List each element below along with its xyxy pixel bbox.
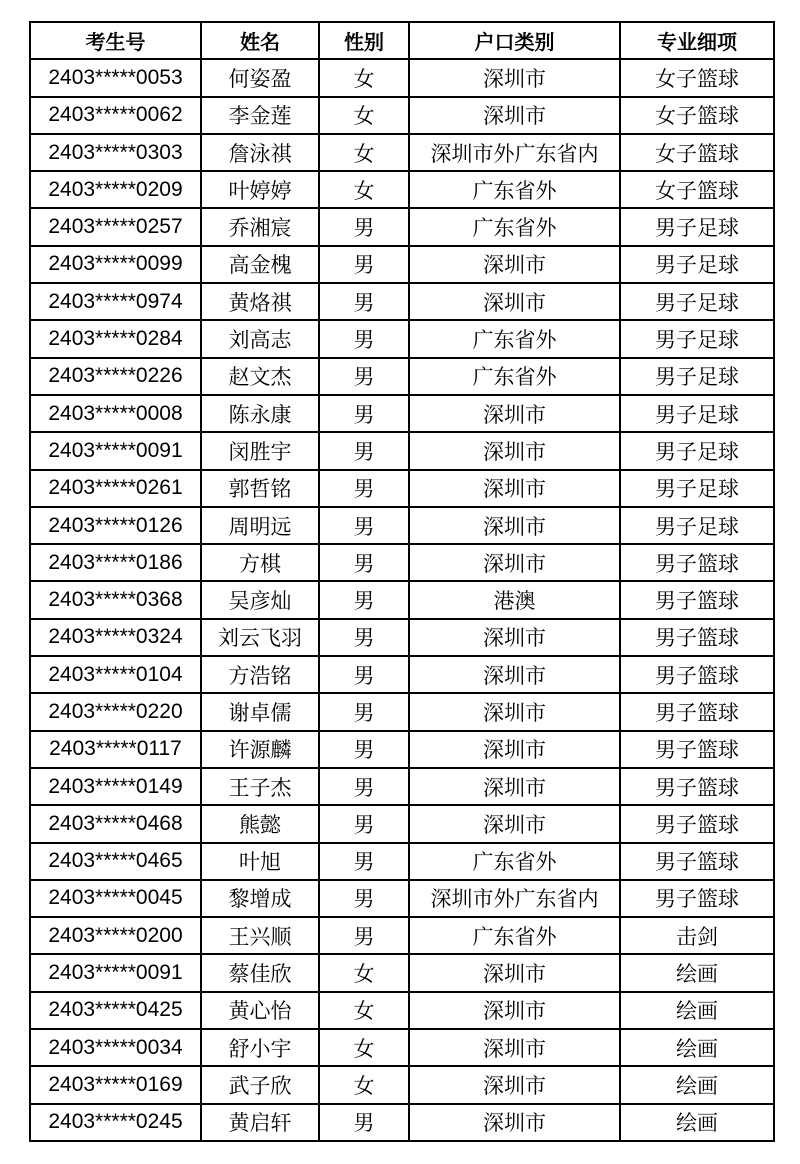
header-gender: 性别: [319, 22, 409, 59]
name-cell: 王子杰: [201, 768, 319, 805]
specialty-cell: 男子篮球: [620, 880, 774, 917]
specialty-cell: 绘画: [620, 954, 774, 991]
candidate-id-cell: 2403*****0200: [30, 917, 201, 954]
household-type-cell: 深圳市: [409, 693, 620, 730]
household-type-cell: 广东省外: [409, 171, 620, 208]
specialty-cell: 男子足球: [620, 395, 774, 432]
table-row: [30, 1066, 774, 1103]
candidate-id-cell: 2403*****0974: [30, 283, 201, 320]
gender-cell: 女: [319, 992, 409, 1029]
name-cell: 李金莲: [201, 97, 319, 134]
name-cell: 乔湘宸: [201, 208, 319, 245]
gender-cell: 男: [319, 283, 409, 320]
household-type-cell: 广东省外: [409, 320, 620, 357]
candidate-id-cell: 2403*****0104: [30, 656, 201, 693]
table-row: [30, 619, 774, 656]
household-type-cell: 深圳市: [409, 470, 620, 507]
gender-cell: 女: [319, 97, 409, 134]
candidate-id-cell: 2403*****0220: [30, 693, 201, 730]
candidate-id-cell: 2403*****0091: [30, 954, 201, 991]
gender-cell: 男: [319, 917, 409, 954]
name-cell: 许源麟: [201, 731, 319, 768]
candidate-id-cell: 2403*****0324: [30, 619, 201, 656]
household-type-cell: 深圳市外广东省内: [409, 880, 620, 917]
name-cell: 方浩铭: [201, 656, 319, 693]
gender-cell: 男: [319, 656, 409, 693]
table-row: [30, 693, 774, 730]
table-row: [30, 731, 774, 768]
table-row: [30, 1029, 774, 1066]
specialty-cell: 男子足球: [620, 320, 774, 357]
candidate-id-cell: 2403*****0008: [30, 395, 201, 432]
household-type-cell: 深圳市: [409, 1066, 620, 1103]
candidate-id-cell: 2403*****0261: [30, 470, 201, 507]
specialty-cell: 男子篮球: [620, 544, 774, 581]
candidate-id-cell: 2403*****0368: [30, 581, 201, 618]
table-row: [30, 768, 774, 805]
candidate-id-cell: 2403*****0186: [30, 544, 201, 581]
table-row: [30, 59, 774, 96]
candidate-id-cell: 2403*****0034: [30, 1029, 201, 1066]
specialty-cell: 男子足球: [620, 283, 774, 320]
table-row: [30, 656, 774, 693]
header-household-type: 户口类别: [409, 22, 620, 59]
name-cell: 武子欣: [201, 1066, 319, 1103]
name-cell: 刘云飞羽: [201, 619, 319, 656]
gender-cell: 男: [319, 507, 409, 544]
candidate-id-cell: 2403*****0169: [30, 1066, 201, 1103]
household-type-cell: 广东省外: [409, 843, 620, 880]
household-type-cell: 深圳市: [409, 432, 620, 469]
household-type-cell: 深圳市: [409, 395, 620, 432]
gender-cell: 男: [319, 544, 409, 581]
household-type-cell: 深圳市: [409, 246, 620, 283]
gender-cell: 男: [319, 358, 409, 395]
table-row: [30, 395, 774, 432]
gender-cell: 男: [319, 470, 409, 507]
candidate-id-cell: 2403*****0468: [30, 805, 201, 842]
name-cell: 叶旭: [201, 843, 319, 880]
name-cell: 黄启轩: [201, 1104, 319, 1141]
gender-cell: 男: [319, 619, 409, 656]
header-name: 姓名: [201, 22, 319, 59]
specialty-cell: 女子篮球: [620, 134, 774, 171]
name-cell: 周明远: [201, 507, 319, 544]
name-cell: 赵文杰: [201, 358, 319, 395]
candidate-id-cell: 2403*****0091: [30, 432, 201, 469]
table-row: [30, 544, 774, 581]
household-type-cell: 港澳: [409, 581, 620, 618]
specialty-cell: 绘画: [620, 992, 774, 1029]
household-type-cell: 深圳市外广东省内: [409, 134, 620, 171]
name-cell: 闵胜宇: [201, 432, 319, 469]
candidate-id-cell: 2403*****0257: [30, 208, 201, 245]
household-type-cell: 深圳市: [409, 954, 620, 991]
household-type-cell: 深圳市: [409, 283, 620, 320]
specialty-cell: 男子篮球: [620, 619, 774, 656]
specialty-cell: 男子足球: [620, 470, 774, 507]
name-cell: 熊懿: [201, 805, 319, 842]
table-row: [30, 954, 774, 991]
name-cell: 谢卓儒: [201, 693, 319, 730]
specialty-cell: 女子篮球: [620, 59, 774, 96]
table-row: [30, 208, 774, 245]
candidate-id-cell: 2403*****0062: [30, 97, 201, 134]
household-type-cell: 深圳市: [409, 1029, 620, 1066]
gender-cell: 男: [319, 208, 409, 245]
specialty-cell: 男子足球: [620, 358, 774, 395]
specialty-cell: 男子篮球: [620, 768, 774, 805]
household-type-cell: 深圳市: [409, 544, 620, 581]
header-candidate-id: 考生号: [30, 22, 201, 59]
candidate-id-cell: 2403*****0149: [30, 768, 201, 805]
specialty-cell: 绘画: [620, 1104, 774, 1141]
table-row: [30, 581, 774, 618]
name-cell: 詹泳祺: [201, 134, 319, 171]
gender-cell: 男: [319, 693, 409, 730]
name-cell: 黄烙祺: [201, 283, 319, 320]
name-cell: 何姿盈: [201, 59, 319, 96]
table-row: [30, 880, 774, 917]
table-row: [30, 507, 774, 544]
gender-cell: 男: [319, 320, 409, 357]
household-type-cell: 深圳市: [409, 992, 620, 1029]
household-type-cell: 深圳市: [409, 768, 620, 805]
table-row: [30, 432, 774, 469]
specialty-cell: 男子篮球: [620, 656, 774, 693]
candidate-id-cell: 2403*****0245: [30, 1104, 201, 1141]
header-specialty: 专业细项: [620, 22, 774, 59]
gender-cell: 男: [319, 768, 409, 805]
name-cell: 黄心怡: [201, 992, 319, 1029]
table-row: [30, 283, 774, 320]
specialty-cell: 男子足球: [620, 507, 774, 544]
specialty-cell: 男子足球: [620, 246, 774, 283]
name-cell: 高金槐: [201, 246, 319, 283]
name-cell: 舒小宇: [201, 1029, 319, 1066]
table-row: [30, 843, 774, 880]
candidate-id-cell: 2403*****0099: [30, 246, 201, 283]
candidate-id-cell: 2403*****0425: [30, 992, 201, 1029]
candidate-id-cell: 2403*****0053: [30, 59, 201, 96]
name-cell: 蔡佳欣: [201, 954, 319, 991]
candidate-id-cell: 2403*****0117: [30, 731, 201, 768]
admission-list-table: [29, 21, 775, 1142]
household-type-cell: 深圳市: [409, 1104, 620, 1141]
name-cell: 黎增成: [201, 880, 319, 917]
household-type-cell: 广东省外: [409, 358, 620, 395]
gender-cell: 女: [319, 171, 409, 208]
gender-cell: 男: [319, 805, 409, 842]
specialty-cell: 男子篮球: [620, 805, 774, 842]
candidate-id-cell: 2403*****0303: [30, 134, 201, 171]
name-cell: 叶婷婷: [201, 171, 319, 208]
gender-cell: 女: [319, 1029, 409, 1066]
candidate-id-cell: 2403*****0209: [30, 171, 201, 208]
specialty-cell: 男子足球: [620, 432, 774, 469]
gender-cell: 女: [319, 1066, 409, 1103]
specialty-cell: 男子篮球: [620, 731, 774, 768]
name-cell: 刘高志: [201, 320, 319, 357]
specialty-cell: 绘画: [620, 1066, 774, 1103]
table-header-row: [30, 22, 774, 59]
gender-cell: 男: [319, 246, 409, 283]
candidate-id-cell: 2403*****0226: [30, 358, 201, 395]
candidate-id-cell: 2403*****0465: [30, 843, 201, 880]
table-row: [30, 805, 774, 842]
household-type-cell: 深圳市: [409, 656, 620, 693]
name-cell: 郭哲铭: [201, 470, 319, 507]
gender-cell: 女: [319, 59, 409, 96]
gender-cell: 女: [319, 134, 409, 171]
gender-cell: 男: [319, 731, 409, 768]
table-row: [30, 992, 774, 1029]
gender-cell: 男: [319, 880, 409, 917]
specialty-cell: 男子篮球: [620, 843, 774, 880]
name-cell: 王兴顺: [201, 917, 319, 954]
specialty-cell: 击剑: [620, 917, 774, 954]
table-row: [30, 917, 774, 954]
household-type-cell: 深圳市: [409, 507, 620, 544]
specialty-cell: 女子篮球: [620, 97, 774, 134]
household-type-cell: 广东省外: [409, 208, 620, 245]
table-row: [30, 246, 774, 283]
table-body: [30, 59, 774, 1141]
household-type-cell: 广东省外: [409, 917, 620, 954]
name-cell: 吴彦灿: [201, 581, 319, 618]
candidate-id-cell: 2403*****0284: [30, 320, 201, 357]
candidate-id-cell: 2403*****0126: [30, 507, 201, 544]
candidate-id-cell: 2403*****0045: [30, 880, 201, 917]
household-type-cell: 深圳市: [409, 59, 620, 96]
gender-cell: 男: [319, 1104, 409, 1141]
gender-cell: 女: [319, 954, 409, 991]
gender-cell: 男: [319, 395, 409, 432]
name-cell: 方棋: [201, 544, 319, 581]
specialty-cell: 女子篮球: [620, 171, 774, 208]
specialty-cell: 绘画: [620, 1029, 774, 1066]
table-row: [30, 171, 774, 208]
household-type-cell: 深圳市: [409, 805, 620, 842]
gender-cell: 男: [319, 432, 409, 469]
table-row: [30, 1104, 774, 1141]
gender-cell: 男: [319, 581, 409, 618]
table-row: [30, 320, 774, 357]
table-row: [30, 134, 774, 171]
specialty-cell: 男子足球: [620, 208, 774, 245]
table-row: [30, 97, 774, 134]
table-row: [30, 358, 774, 395]
household-type-cell: 深圳市: [409, 619, 620, 656]
household-type-cell: 深圳市: [409, 731, 620, 768]
specialty-cell: 男子篮球: [620, 581, 774, 618]
table-row: [30, 470, 774, 507]
specialty-cell: 男子篮球: [620, 693, 774, 730]
gender-cell: 男: [319, 843, 409, 880]
name-cell: 陈永康: [201, 395, 319, 432]
household-type-cell: 深圳市: [409, 97, 620, 134]
